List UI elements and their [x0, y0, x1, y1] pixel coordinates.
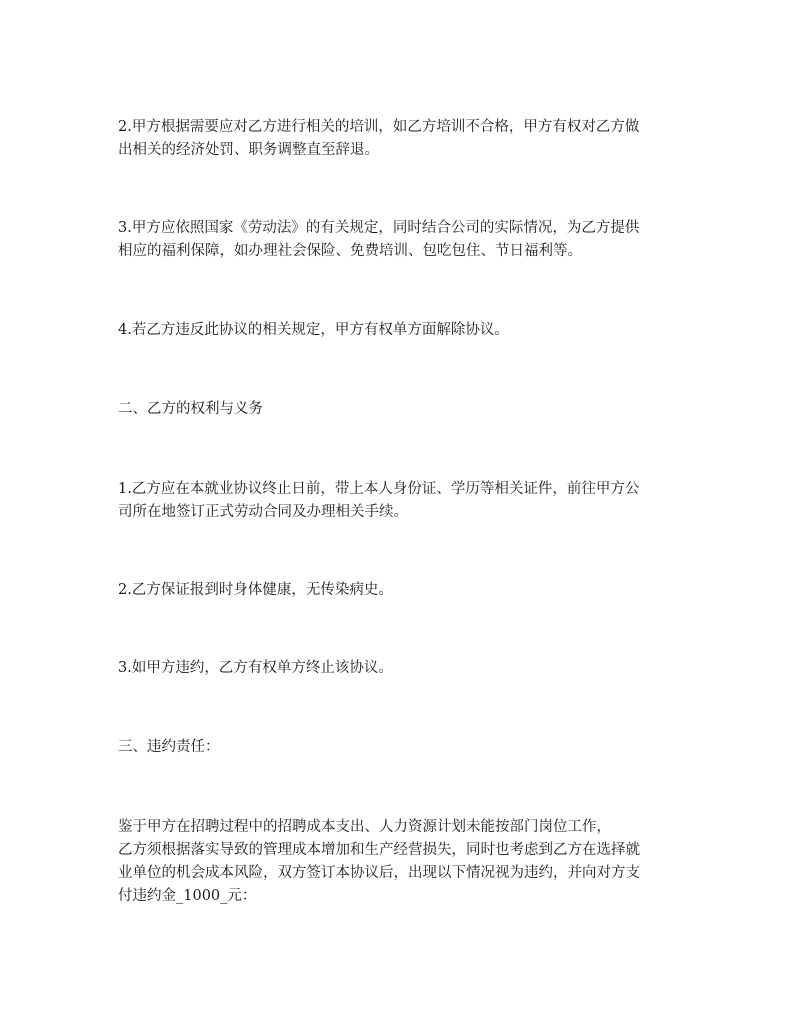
- text-line: 3.如甲方违约，乙方有权单方终止该协议。: [118, 660, 393, 676]
- text-line: 付违约金_1000_元：: [118, 888, 257, 904]
- text-line: 2.甲方根据需要应对乙方进行相关的培训，如乙方培训不合格，甲方有权对乙方做: [118, 119, 640, 135]
- text-line: 乙方须根据落实导致的管理成本增加和生产经营损失，同时也考虑到乙方在选择就: [118, 842, 640, 858]
- text-line: 3.甲方应依照国家《劳动法》的有关规定，同时结合公司的实际情况，为乙方提供: [118, 220, 640, 236]
- section-heading-breach-liability: [118, 736, 688, 759]
- text-line: 1.乙方应在本就业协议终止日前，带上本人身份证、学历等相关证件，前往甲方公: [118, 481, 640, 497]
- text-line: 业单位的机会成本风险，双方签订本协议后，出现以下情况视为违约，并向对方支: [118, 865, 640, 881]
- section-heading-party-b-rights: [118, 398, 688, 421]
- text-line: 司所在地签订正式劳动合同及办理相关手续。: [118, 504, 408, 520]
- clause-b1-contract: [118, 478, 688, 524]
- clause-4-termination: [118, 319, 688, 342]
- clause-3-welfare: [118, 217, 688, 263]
- clause-b2-health: [118, 579, 688, 602]
- section-heading: 二、乙方的权利与义务: [118, 401, 263, 417]
- text-line: 2.乙方保证报到时身体健康，无传染病史。: [118, 582, 393, 598]
- clause-2-training: [118, 116, 688, 162]
- clause-b3-breach: [118, 657, 688, 680]
- text-line: 相应的福利保障，如办理社会保险、免费培训、包吃包住、节日福利等。: [118, 243, 582, 259]
- clause-breach-penalty: [118, 816, 688, 908]
- text-line: 出相关的经济处罚、职务调整直至辞退。: [118, 142, 379, 158]
- section-heading: 三、违约责任：: [118, 739, 220, 755]
- text-line: 鉴于甲方在招聘过程中的招聘成本支出、人力资源计划未能按部门岗位工作，: [118, 819, 611, 835]
- text-line: 4.若乙方违反此协议的相关规定，甲方有权单方面解除协议。: [118, 322, 509, 338]
